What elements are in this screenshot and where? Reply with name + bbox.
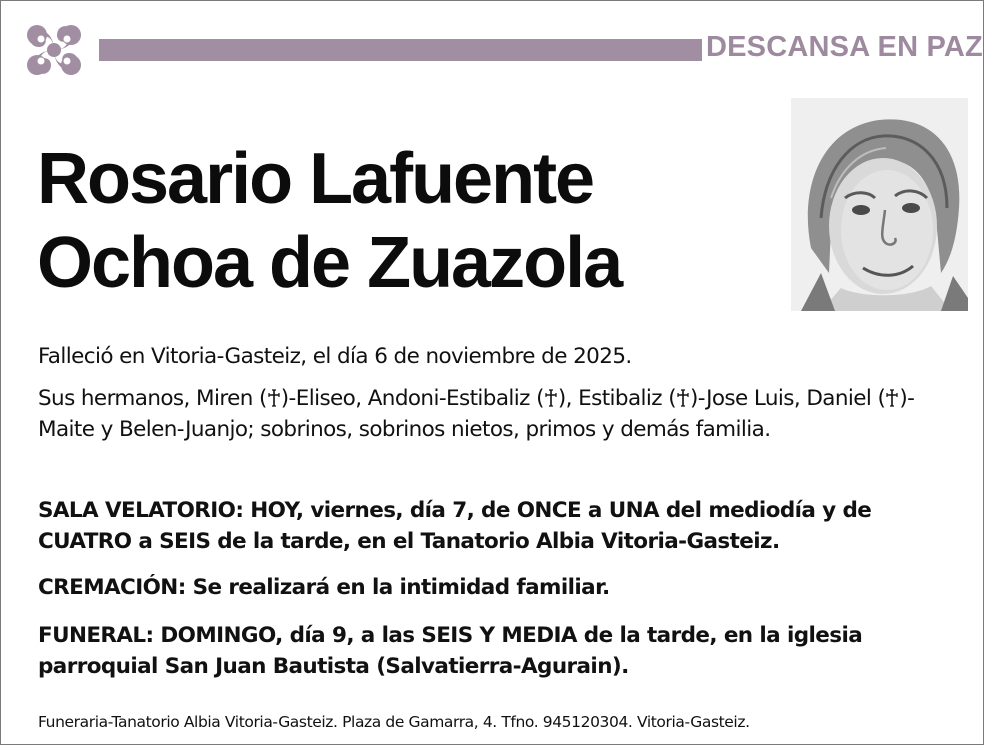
cross-icon: [885, 385, 899, 403]
family-text-4: )-Jose Luis, Daniel (: [689, 386, 886, 411]
family-text-2: )-Eliseo, Andoni-Estibaliz (: [280, 386, 544, 411]
cross-icon: [267, 385, 281, 403]
deceased-name-line1: Rosario Lafuente: [37, 139, 594, 219]
family-text-1: Sus hermanos, Miren (: [38, 386, 267, 411]
death-statement: Falleció en Vitoria-Gasteiz, el día 6 de noviembre de 2025.: [38, 344, 632, 369]
cross-icon: [544, 385, 558, 403]
funeral-home-footer: Funeraria-Tanatorio Albia Vitoria-Gasteiz. Plaza de Gamarra, 4. Tfno. 945120304. Vitoria-Gasteiz.: [38, 713, 750, 731]
lauburu-icon: [13, 11, 95, 89]
deceased-name-line2: Ochoa de Zuazola: [37, 223, 622, 303]
portrait-photo: [791, 98, 968, 311]
funeral-info: FUNERAL: DOMINGO, día 9, a las SEIS Y MEDIA de la tarde, en la iglesia parroquial San Juan Bautista (Salvatierra-Agurain).: [38, 623, 863, 679]
family-list: [38, 383, 958, 445]
deceased-name: [37, 137, 757, 305]
cremation-info: CREMACIÓN: Se realizará en la intimidad familiar.: [38, 575, 610, 600]
wake-info: SALA VELATORIO: HOY, viernes, día 7, de ONCE a UNA del mediodía y de CUATRO a SEIS de la tarde, en el Tanatorio Albia Vitoria-Gasteiz.: [38, 498, 872, 554]
family-text-3: ), Estibaliz (: [557, 386, 676, 411]
header-divider-bar: [99, 39, 702, 61]
header-title: DESCANSA EN PAZ: [706, 31, 983, 63]
family-text-5: )-Maite y Belen-Juanjo; sobrinos, sobrinos nietos, primos y demás familia.: [38, 386, 915, 442]
cross-icon: [676, 385, 690, 403]
